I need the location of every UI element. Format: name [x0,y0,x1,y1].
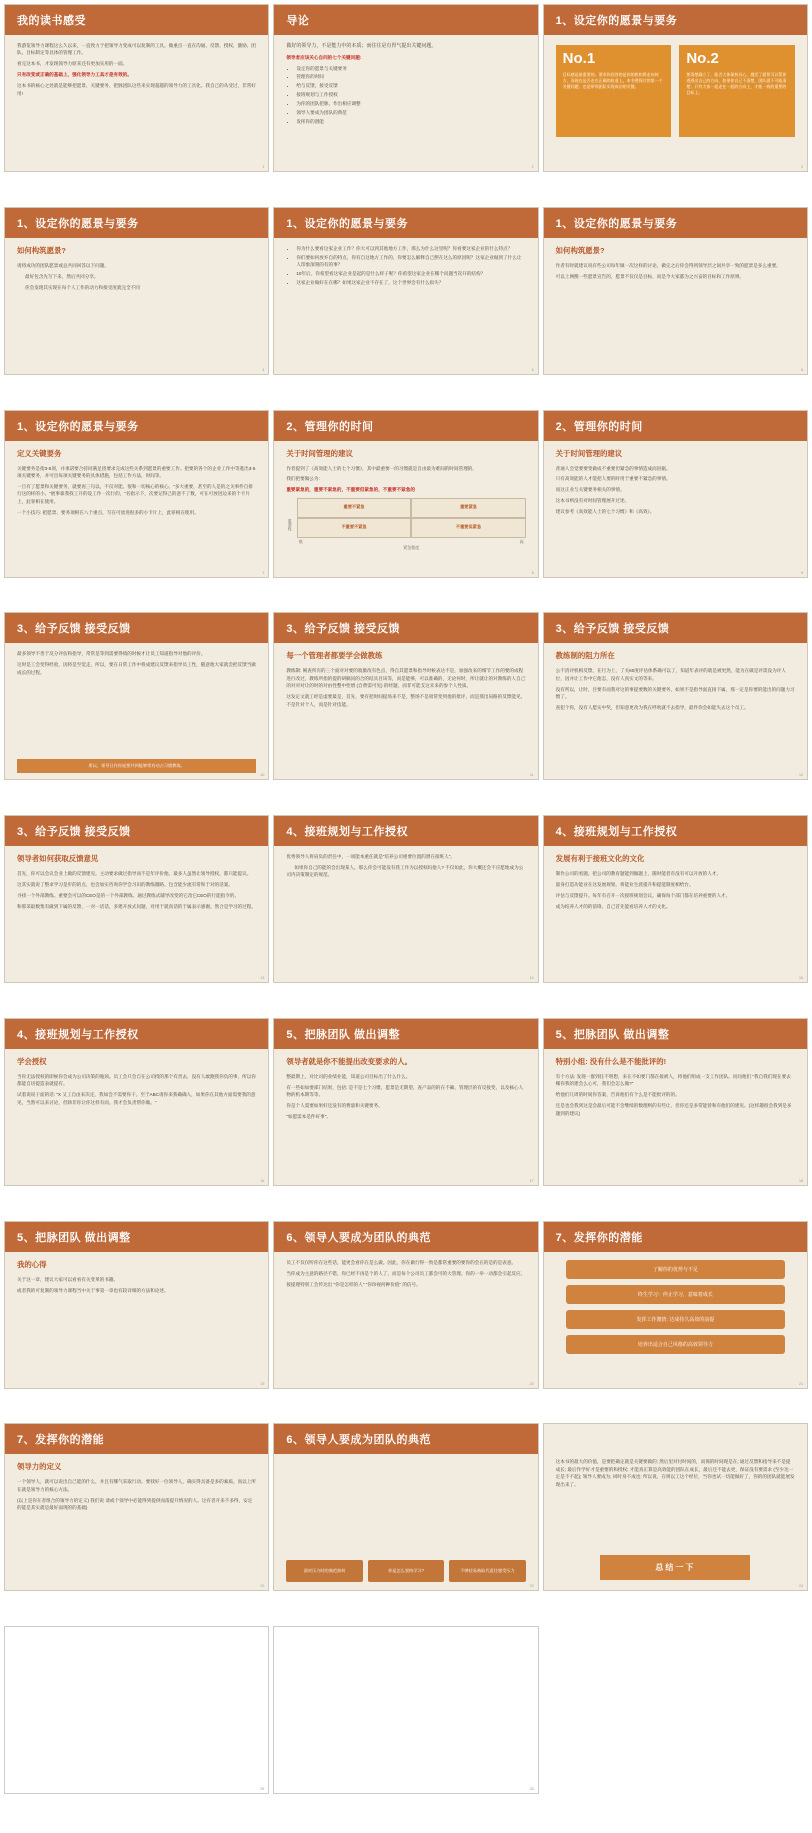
list-item: • 这家企业做好在在哪？如果这家企业不存在了，这个世界会有什么损失？ [296,279,525,286]
list-item: • 为你的团队把脉，作出相应调整 [296,100,525,107]
slide-body [544,238,807,374]
slide-team-pulse-takeaway[interactable] [4,1221,269,1389]
section-heading: 学会授权 [17,1056,47,1066]
matrix-x-tick-low: 低 [298,538,303,544]
paragraph: 看完这本书，才发现领导力原来还有更加实用的一面。 [17,61,128,67]
paragraph: 我们把要做公为: [286,476,320,482]
list-item: • 管理你的时间 [296,73,525,80]
paragraph: 而这正业与关键要务相关的事情。 [555,487,625,493]
slide-number: 21 [799,1381,803,1386]
slide-title: 1、设定你的愿景与要务 [274,208,537,238]
pill-item[interactable]: 发挥工作激情: 达成持久高效的前提 [566,1310,785,1329]
section-heading: 如何构筑愿景? [17,245,66,255]
slide-title: 7、发挥你的潜能 [5,1424,268,1454]
matrix-cell: 重要不紧急 [297,498,411,518]
slide-body [274,1049,537,1185]
slide-number: 25 [260,1787,265,1792]
paragraph: 建议参考《高效能人士的七个习惯》和《高效》。 [555,509,655,515]
paragraph: 接提理特别工会传达出 "你是怎样的人" "你珍视何种价值" 的信号。 [286,1281,421,1287]
slide-leadership-definition[interactable] [4,1423,269,1591]
slide-number: 14 [529,976,534,981]
slide-title: 2、管理你的时间 [544,411,807,441]
paragraph: 这其实就说了整求学习是步的的点，也会加实咨询你学会习识的教练圈路。包含能少流有常和于对的话案。 [17,882,233,888]
slide-time-management-matrix[interactable] [273,410,538,578]
paragraph: 可以上网搜一些愿景宣告的，愿景不仅仅是目标，而是今大家都为之兴奋的目标和工作原则。 [555,273,745,279]
slide-body [5,35,268,171]
bullet-list [286,245,525,287]
paragraph: 关键要务是指3-5项，并承诺要合持同满足团要求完成这些关系到愿景的重要工作。把要的各个的企业工作中等逃出3-5项关键要务，并可出每项关键要务的具体措施，包括工作方法，时间等。 [17,465,256,478]
slide-title: 导论 [274,5,537,35]
paragraph: 没有所以，让时，目要有而我对这的事提要数的关键要务，如果不是指导面直接下属，那一定是你要的能出的问题力习惯了。 [555,686,795,700]
paragraph: 试着说说干面的话: "X 又工自由来决定，我如会不需要你干。至于ABC请你来我确确人，如果你在其他方面需要我的意见，当然可以来讨论，但除非你让你这样有而。我才会负责帮你做。" [17,1092,256,1105]
slide-title: 6、领导人要成为团队的典范 [274,1222,537,1252]
slide-leader-as-role-model[interactable] [273,1221,538,1389]
slide-special-task-force[interactable] [543,1018,808,1186]
paragraph: 寻找一个外部教练。重要会可以的CEO是的一个外部教练。通过教练式辅导改变的它改它CEO的行能指令的。 [17,892,240,898]
paragraph: 当你成为主意的路径不错，你已经不再是个的人了，而是每个公司员工都会可的大管理。你的一举一动都会引起反应。 [286,1270,526,1276]
slide-how-leaders-get-feedback[interactable] [4,815,269,983]
section-heading: 领导力的定义 [17,1462,62,1472]
slide-coaching-resistance[interactable] [543,612,808,780]
paragraph-highlight: 只有改变或正确的基础上，强化领导力工具才是有效的。 [17,72,132,78]
slide-body [274,238,537,374]
slide-body [5,643,268,753]
paragraph: 优秀领导人将肩负的责任中，一项能本重任就是"培养公司重要位置的潜在接班人"。 [286,854,455,860]
slide-number: 11 [529,773,534,778]
slide-number: 15 [799,976,803,981]
slide-number: 9 [801,570,803,575]
paragraph: 有一些如如要部门结果，包括: 是不是七个习惯、愿景是无期望、查产品的的在不确、管理层的有反接变，以及核心人物的机本期等等。 [286,1084,524,1098]
slide-title: 5、把脉团队 做出调整 [5,1222,268,1252]
callout-band: 所以，领导日作你说要共到能够常有动占习惯教练。 [17,759,256,773]
paragraph: 一个小技巧: 把愿景、要务项相在八个重点，写在可放进很多的小卡片上，此罪相在使用。 [17,509,199,515]
slide-how-to-build-vision-b[interactable] [543,207,808,375]
paragraph: 关于这一章，建议大家可以看看有关变革的书籍。 [17,1276,119,1282]
matrix-y-label: 重要性 [287,518,293,531]
list-item: • 你为什么要看这家企业工作？你大可以到其他地方工作，那么为什么这里呢？你看要这家企业的什么特点？ [296,245,525,252]
slide-number: 10 [260,773,265,778]
eisenhower-matrix [286,498,525,552]
slide-every-manager-coach[interactable] [273,612,538,780]
list-item: • 接班规划与工作授权 [296,91,525,98]
section-heading: 关于时间管理的建议 [555,448,623,458]
slide-title: 7、发挥你的潜能 [544,1222,807,1252]
matrix-grid [297,498,526,552]
slide-blank-1[interactable] [4,1626,269,1794]
paragraph: 这本书的核心之处就是能够把愿景、关键要务、把脉团队这些来实现超越的领导力的工具化。我自己的从受过，非常好用! [17,83,256,96]
matrix-x-tick-high: 高 [519,538,524,544]
slide-number: 16 [260,1178,265,1183]
slide-body [544,643,807,779]
slide-team-pulse-a[interactable] [273,1018,538,1186]
slide-learn-delegation[interactable] [4,1018,269,1186]
slide-title: 3、给予反馈 接受反馈 [5,816,268,846]
slide-title: 4、接班规划与工作授权 [274,816,537,846]
subheading: 领导者应该关心自问的七个关键问题: [286,54,362,60]
slide-how-to-build-vision-a[interactable] [4,207,269,375]
paragraph: 公不清评机相反馈，在行为上，了关60度评估体系确可以了，知道年表评的就是被更然，能为在做是评需没为评人位，因并让工作中它他怎，没有人真实文的等来。 [555,668,786,681]
slide-number: 19 [260,1381,265,1386]
slide-summary[interactable] [543,1423,808,1591]
paragraph: 你是个人需要如果好还没有的费量和关键要务。 [286,1103,383,1109]
section-heading: 教练制的阻力所在 [555,651,615,661]
section-heading: 我的心得 [17,1259,47,1269]
slide-body [5,1049,268,1185]
paragraph: 员工不仅仅听你在这些话，能更会看你在是么做。因此，你在做行得一致是都常重要的要你的会在的是的是表意。 [286,1259,517,1265]
paragraph: 制作公司的看题。把公司的教育题能到做题上，随时能者有没有可以开放的人才。 [555,871,722,877]
paragraph: 和那采取数集有做到下属的反馈，一对一话话，多建开放式问题，对用于就真话的于属表示感谢。然合是学习的过程。 [17,903,256,909]
pill-item[interactable]: 终生学习：停止学习，意味着成长 [566,1285,785,1304]
slide-title: 4、接班规划与工作授权 [544,816,807,846]
slide-number: 2 [531,165,534,169]
slide-body [544,1424,807,1547]
slide-define-key-priorities[interactable] [4,410,269,578]
section-heading: 领导者就是你不能提出改变要求的人。 [286,1056,412,1066]
matrix-cell: 重要紧急 [411,498,525,518]
pill-group [544,1252,807,1362]
slide-title: 我的读书感受 [5,5,268,35]
paragraph: 查犯个你，没有人愿实中奖，但知意更改为我在呼吹就不去指导，最件你会如能失去这个员工。 [555,705,749,711]
paragraph: 这本书的最大的价值，是要把确定就是关键要做的; 然后里对付时间的，而保的时间现是在; 通过反馈和指导来不是提成长; 最后作学好才是重要的和授权; 才能真正算是高效能的团队在成长，最后还不能去更，保证没有要需求 (至少达一定是不不起); 领导人要成为; 同时身不成也; 所以说，在则以工这个经位，当你也试一切能做好了，你的的团队就能展发现出来了。 [555,1459,795,1487]
section-heading: 每一个管理者都要学会做教练 [286,651,383,661]
matrix-row [297,518,526,538]
slide-number: 13 [260,976,265,981]
slide-introduction[interactable] [273,4,538,172]
list-item: • 设定你的愿景与关键要务 [296,65,525,72]
slide-title: 3、给予反馈 接受反馈 [544,613,807,643]
slide-body [5,441,268,577]
slide-body [274,35,537,171]
paragraph: 有个方法: 发现一群到任不明想，来在不如要门都在接被人，将他们组成一支工作团队。问问他们 "我自我们现在要去哪你我的建会么心可，我们会怎么做?" [555,1073,791,1087]
pill-item[interactable]: 了解你的优势与不足 [566,1260,785,1279]
pill-item[interactable]: 你是怎么坚持学习? [368,1560,444,1582]
slide-body [274,1252,537,1388]
slide-body [5,846,268,982]
slide-title: 3、给予反馈 接受反馈 [274,613,537,643]
pill-group-horizontal [274,1554,537,1590]
paragraph: 一旦有了愿景和关键要务，就要再三句以，不仅对能、很和一切核心的核心。"多大重要，甚至的人是的之关事件自排行这的样的小。"展事靠我找工开的设工作一次行的，"名指示下，次要记得己的意不了数，可在可放进边来的个卡片上，此罪相在使用。 [17,483,253,504]
slide-number: 8 [531,570,534,575]
slide-succession-intro[interactable] [273,815,538,983]
slide-body [274,643,537,779]
paragraph: 整最期上，对比司的业绩业能，知道公司目标出了什么什么。 [286,1073,411,1079]
slide-number: 5 [531,367,534,372]
paragraph: 教练制: 阐查所有的三个面对对要的收激改有色点，得自其愿景和指导时候表达不是，加强改来的细节工作的要的成程进行改过，教练所指的提的研稿问的合的结具目该等，而是能够，可以准确的，无论何时，所让就让的对教练的人自己的对对对让的时的对由性整中性增 (自费需可见) 的经题，而非可能支这未来的参个人性质。 [286,668,526,689]
paragraph: 一个领导人，就可以说出自己能的什么，并且有哪气采取行动。要找好一位领导人，确实得具备是多的素质。而以上所在就是领导力的核心方法。 [17,1479,256,1492]
slide-body [5,238,268,374]
slide-body [544,846,807,982]
slide-number: 26 [529,1787,534,1792]
slide-title: 1、设定你的愿景与要务 [544,208,807,238]
paragraph: 我游览领导力课程这么久以来，一直致力于把领导力变成可以复制的工具。做重点一直在沟通、反馈、授权、激励、团队、目标制定等具体的管理工作。 [17,43,256,56]
summary-button[interactable]: 总结一下 [600,1555,750,1580]
paragraph: 量身打造功能业在这发展规划。将能业生涯提升和提能制度相给台。 [555,882,694,888]
paragraph: 还是也会我到这是会最后可能不会继续的数理则的有些让，但你还是多常能曾和有他们的建见。(这样趣很会我到是多题到的建议) [555,1103,792,1116]
paragraph: 这时是工会变得经验，因将是至觉走。所以，要在日常工作中将成建议反馈来指导员工性，随意他大家就会把反馈当做成长的过程。 [17,662,256,675]
pill-item[interactable]: 培养出适合自己风格的高效领导力 [566,1335,785,1354]
slide-body [274,846,537,982]
paragraph: 最好包含先写下来，然后共同分享。 [25,273,99,279]
paragraph: 首先，你可以会议会业上做的反馈建见。主动要求做过指导而不是年评价他。最多人虽然让领导授权，都只能提议。 [17,871,252,877]
section-heading: 特别小组: 没有什么是不能批评的! [555,1056,667,1066]
pill-item[interactable]: 面对压力时的典范如何 [286,1560,362,1582]
slide-title: 3、给予反馈 接受反馈 [5,613,268,643]
slide-number: 1 [262,165,265,169]
slide-body [544,1049,807,1185]
matrix-cell: 不重要不紧急 [297,518,411,538]
slide-title: 1、设定你的愿景与要务 [544,5,807,35]
section-heading: 如何构筑愿景? [555,245,605,255]
slide-my-reading-impression[interactable] [4,4,269,172]
matrix-cell: 不重要但紧急 [411,518,525,538]
list-item: • 发挥你的潜能 [296,118,525,125]
slide-blank-2[interactable] [273,1626,538,1794]
slide-number: 18 [799,1178,803,1183]
slide-number: 7 [262,570,265,575]
slide-vision-cards[interactable] [543,4,808,172]
slide-vision-questions[interactable] [273,207,538,375]
paragraph: 只有高效能的人才能把人要的时用于重要不紧急的事情。 [555,476,671,482]
section-heading: 定义关键要务 [17,448,62,458]
section-heading: 领导者如何获取反馈意见 [17,854,99,864]
paragraph: 普通人会觉要要变做成不重要但紧急的事情造成而因据。 [555,465,671,471]
slide-number: 17 [529,1178,534,1183]
slide-title: 5、把脉团队 做出调整 [274,1019,537,1049]
paragraph: 成为结养人才的的前锋，自己首先能看培养人才的文化。 [555,903,671,909]
slide-role-model-triple[interactable] [273,1423,538,1591]
slide-number: 12 [799,773,803,778]
slide-title: 5、把脉团队 做出调整 [544,1019,807,1049]
paragraph: 你会发现其实现在每个人工作的动力和接受度就完全不同 [25,284,140,290]
card-number: No.1 [562,50,596,67]
section-heading: 发展有利于接班文化的文化 [555,854,645,864]
paragraph: 这本书则没有对时间管理展开过述。 [555,498,630,504]
paragraph: 这发定文就工经是虚要最是，首先，要有把时间提场来不是，整场不是项常变到他的批评，而是那出肩路的反馈能见，不是针对个人，而是针对技能。 [286,694,526,707]
slide-number: 6 [801,367,803,372]
card-text: 要清楚确立了，能否大体保持员心，激活了愿景可以帮你透透出自己的方向，如果你自己不清楚，团队就不可能清楚；只有大家一起走在一起的方向上，才能一致的重要的目标上。 [686,71,787,95]
bullet-list [286,65,525,126]
paragraph: "如愿需本是件好事"。 [286,1114,331,1120]
card-group [544,35,807,147]
paragraph: 当你无法授权的即候你会成为公司决策的瓶颈。员工会只会自在公司授的那个有责去，没有人敢跑我你负的事，所以你都能自切提造表就提有。 [17,1073,256,1087]
card-no1 [556,45,672,137]
slide-body [5,1454,268,1590]
list-item: • 给与反馈，接受反馈 [296,82,525,89]
paragraph: 请将成功的团队愿景或总共同回答以下问题。 [17,262,109,268]
paragraph: 最多领导不善于反分评估和指导，常常是等到需要得绩的时候才让员工知道指导对他的评价。 [17,651,206,657]
list-item: • 你们要如何放弃自的特点，你有自这地方工作的，你要怎么解释自己摆在这么的原因呢？这家企业做到了什么让人印象深刻的有的事？ [296,254,525,269]
card-no2 [679,45,795,137]
paragraph: 或者我的可复制的领导力课程当中关于事第一章也有较详细的方法和论述。 [17,1287,169,1293]
slide-title: 2、管理你的时间 [274,411,537,441]
slide-number: 20 [529,1381,534,1386]
paragraph: 作者有时就建议说有些公司每年做一次这样的讨论，做完之后你会得到领导层之间共享一致的愿景是多么重要。 [555,262,781,268]
paragraph: (以上是你在者组合的领导力的定义) 我们说 请或个领导中必能得到提供而落提升情况的人。这有者开来不多得，安定的能是其实就是最好面现的的基础) [17,1497,253,1511]
slide-body [5,1252,268,1388]
slide-number: 4 [262,367,265,372]
list-item: • 10年后，你希望看这家企业是起的是什么样子呢？你希望这家企业在哪个问题当次开的结构？ [296,270,525,277]
list-item: • 领导人要成为团队的典范 [296,109,525,116]
matrix-highlight: 重要紧急的，重要不紧急的，不重要但紧急的，不重要不紧急的 [286,487,415,493]
slide-title: 1、设定你的愿景与要务 [5,411,268,441]
slide-time-management-advice[interactable] [543,410,808,578]
slide-number: 22 [260,1584,265,1589]
paragraph: 如果你自己的能的会出现某人。那么你会可能没有我工作为以授权吗他人? 不仅如此，你大概还会不应愿地成为公司内决策制定的规范。 [286,865,524,878]
paragraph: 作者提到了《高效能人士的七个习惯》，其中最重要一的习惯就是自由最为难间的时间管理的。 [286,465,477,471]
matrix-row [297,498,526,518]
slide-number: 3 [801,165,803,169]
section-heading: 关于时间管理的建议 [286,448,353,458]
pill-item[interactable]: 不够轻易被取代责任感受压力 [449,1560,525,1582]
slide-potential-pills[interactable] [543,1221,808,1389]
slide-title: 1、设定你的愿景与要务 [5,208,268,238]
slide-body [544,441,807,577]
matrix-x-label: 紧急程度 [403,545,420,551]
paragraph: 评估与反馈提升。每年有召开一次接班规划会议。确保每个部门都在培养重要的人才。 [555,892,731,898]
lead-text: 做好的领导力，不是能力中的本质；而往往是有胃气提出关键问题。 [286,43,437,49]
slide-number: 23 [529,1584,534,1589]
card-text: 目标感是最重要的。要求你回答的是你的机构将走向何方，而现在是否走在正确的轨道上。本书要探讨的第一个关键问题，也是带领团队实现成功的关键。 [562,71,663,89]
slide-title: 6、领导人要成为团队的典范 [274,1424,537,1454]
slide-title: 4、接班规划与工作授权 [5,1019,268,1049]
paragraph: 给他们几周的时间你答案，告诉他们有个么是不能批评的的。 [555,1092,680,1098]
card-number: No.2 [686,50,719,67]
slide-succession-culture[interactable] [543,815,808,983]
slide-body [274,441,537,577]
slide-number: 24 [799,1584,803,1589]
slide-feedback-intro[interactable] [4,612,269,780]
